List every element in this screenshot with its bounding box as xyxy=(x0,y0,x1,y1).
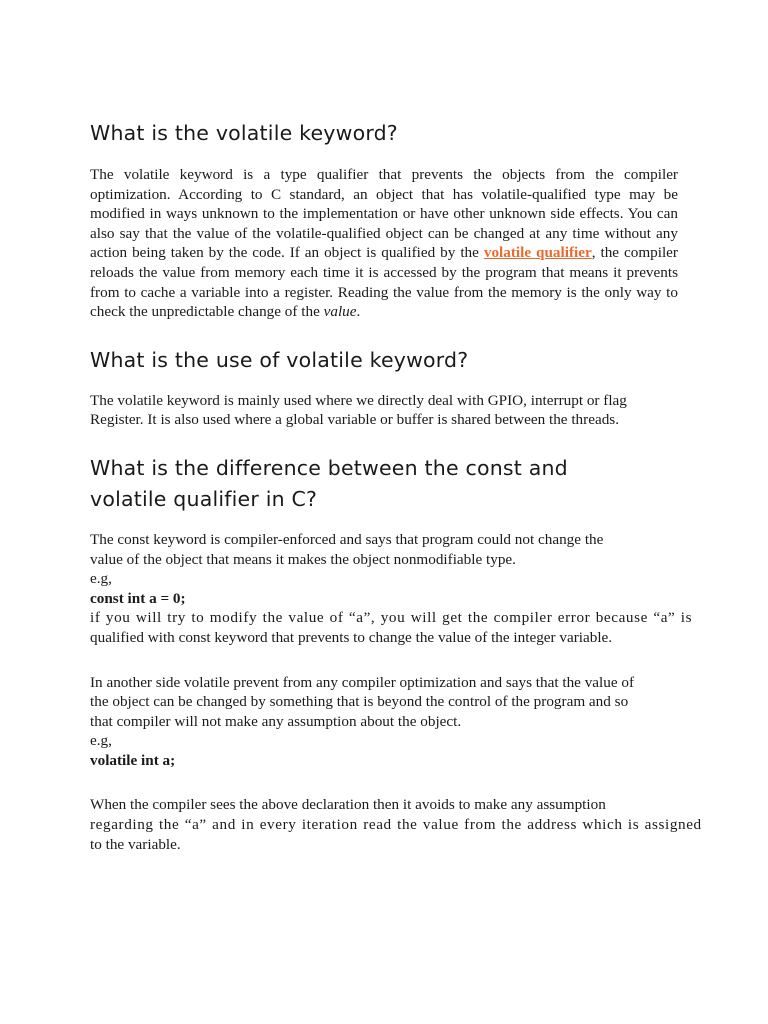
code-volatile-declaration: volatile int a; xyxy=(90,751,176,769)
value-italic-text: value xyxy=(323,303,357,321)
paragraph-volatile-explanation xyxy=(90,673,678,771)
paragraph-declaration-behavior xyxy=(90,795,702,854)
volatile-qualifier-link[interactable]: volatile qualifier xyxy=(483,244,592,262)
code-const-declaration: const int a = 0; xyxy=(90,589,186,607)
heading-use-of-volatile: What is the use of volatile keyword? xyxy=(90,347,469,372)
text-line: When the compiler sees the above declaration then it avoids to make any assumption xyxy=(90,796,606,814)
paragraph-end: . xyxy=(356,303,361,321)
example-label: e.g, xyxy=(90,570,112,588)
paragraph-text: The volatile keyword is a type qualifier that prevents the objects from the compiler optimization. According to C standard, an object that has volatile-qualified type may be modified in ways unknown to the implementation or have other unknown side effects. You can also say that the value of the volatile-qualified object can be changed at any time without any action being taken by the code. If an object is qualified by the xyxy=(90,166,678,262)
paragraph-text: , the compiler reloads the value from memory each time it is accessed by the program that means it prevents from to cache a variable into a register. Reading the value from the memory is the only way to check the unpredictable change of the xyxy=(90,244,678,321)
paragraph-volatile-use: The volatile keyword is mainly used where we directly deal with GPIO, interrupt or flag Register. It is also used where a global variable or buffer is shared between the threads. xyxy=(90,391,627,429)
example-label: e.g, xyxy=(90,732,112,750)
heading-line: volatile qualifier in C? xyxy=(90,486,318,511)
text-line: to the variable. xyxy=(90,835,181,853)
paragraph-const-explanation xyxy=(90,530,693,648)
heading-volatile-keyword: What is the volatile keyword? xyxy=(90,121,398,145)
paragraph-volatile-definition xyxy=(90,165,678,322)
heading-line: What is the difference between the const and xyxy=(90,455,568,480)
text-line: value of the object that means it makes the object nonmodifiable type. xyxy=(90,550,516,568)
text-line: the object can be changed by something that is beyond the control of the program and so xyxy=(90,693,629,711)
article-body xyxy=(90,118,702,854)
text-line: The const keyword is compiler-enforced and says that program could not change the xyxy=(90,530,604,548)
text-line: In another side volatile prevent from any compiler optimization and says that the value of xyxy=(90,673,635,691)
text-line: if you will try to modify the value of “a”, you will get the compiler error because “a” is xyxy=(90,609,693,627)
text-line: regarding the “a” and in every iteration read the value from the address which is assigned xyxy=(90,816,702,834)
text-line: that compiler will not make any assumption about the object. xyxy=(90,712,462,730)
heading-const-vs-volatile xyxy=(90,453,678,515)
text-line: qualified with const keyword that prevents to change the value of the integer variable. xyxy=(90,628,613,646)
